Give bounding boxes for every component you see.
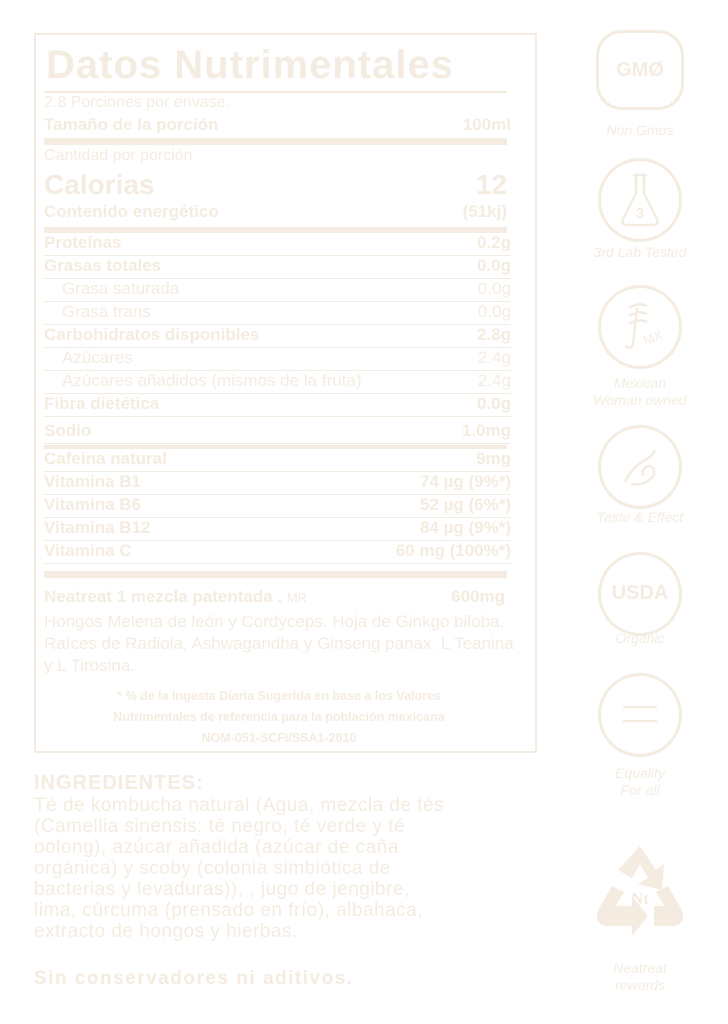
nutrient-value: 84 µg (9%*) [419,518,511,537]
vitamin-row [44,472,511,495]
svg-text:3: 3 [635,205,645,222]
nutrient-value: 2.4g [477,371,511,390]
ingredients-heading: INGREDIENTES: [34,772,204,794]
nutrient-label: Vitamina C [44,541,132,560]
nutrient-value: 9mg [476,449,511,468]
badge-caption: Taste & Effect [596,509,684,525]
thick-divider [44,571,507,578]
nutrient-row [44,302,511,325]
nutrient-label: Fibra dietética [44,394,160,413]
nutrient-label: Grasas totales [44,256,162,275]
ingredients-line: bacterias y levaduras)), , jugo de jengibre, [34,879,410,900]
vitamin-row [44,518,511,541]
serving-size-label: Tamaño de la porción [44,115,219,134]
nutrient-label: Cafeína natural [44,449,167,468]
nutrient-value: 60 mg (100%*) [395,541,511,560]
nutrient-value: 2.8g [476,325,511,344]
nutrient-row [44,449,511,472]
equality-icon [598,673,682,757]
badge-caption: Neatreat rewards [613,960,667,993]
panel-title: Datos Nutrimentales [46,43,454,87]
lab-flask-icon [598,158,682,242]
energy-value: (51kj) [462,202,507,221]
usda-organic-icon: USDA [598,552,682,636]
nutrient-value: 0.0g [477,279,511,298]
ingredients-line: extracto de hongos y hierbas. [34,921,298,942]
vitamin-row [44,495,511,518]
badge-taste-effect [590,425,690,525]
blend-description: Hongos Melena de león y Cordyceps. Hoja de Ginkgo biloba. Raíces de Radiola, Ashwagandha y Ginseng panax. L Teanina y L Tirosina. [44,612,514,675]
blend-name: Neatreat 1 mezcla patentada . MR [44,587,308,606]
woman-owned-icon [598,285,682,369]
nutrient-row [44,371,511,394]
badge-woman-owned [590,285,690,408]
nutrient-label: Proteínas [44,233,122,252]
ingredients-line: orgánica) y scoby (colonia simbiótica de [34,858,391,879]
badge-caption: Equality For all [615,765,665,798]
nutrient-value: 2.4g [477,348,511,367]
nutrient-row [44,233,511,256]
energy-row [44,202,511,224]
gmo-free-icon: GMØ [596,30,684,110]
serving-size-value: 100ml [462,115,511,134]
serving-size-row [44,115,511,137]
nutrient-value: 74 µg (9%*) [419,472,511,491]
nutrient-label: Vitamina B6 [44,495,142,514]
footnote: * % de la Ingesta Diaria Sugerida en base a los Valores Nutrimentales de referencia para la población mexicana NOM-051-SCFI/SSA1-2010 [113,689,445,745]
badge-lab-tested [590,158,690,260]
badge-non-gmo [590,30,690,138]
svg-text:MX: MX [641,327,665,348]
badge-usda-organic [590,552,690,646]
svg-text:Nt: Nt [631,889,649,908]
vitamin-row [44,541,511,564]
taste-effect-icon [598,425,682,509]
amount-per-serving: Cantidad por porción [44,147,193,164]
no-additives-note: Sin conservadores ni aditivos. [34,968,354,989]
recycle-icon [590,840,690,950]
nutrient-value: 52 µg (6%*) [419,495,511,514]
nutrient-value: 1.0mg [461,421,511,440]
nutrient-label: Azúcares [62,348,133,367]
ingredients-line: Té de kombucha natural (Agua, mezcla de tés [34,795,445,816]
nutrient-row [44,279,511,302]
calories-value: 12 [475,169,507,200]
badge-caption: Mexican Woman owned [593,375,687,408]
ingredients-section [34,772,544,942]
ingredients-line: oolong), azúcar añadida (azúcar de caña [34,837,399,858]
nutrient-value: 0.0g [476,394,511,413]
nutrient-row [44,394,511,417]
badge-caption: 3rd Lab Tested [593,244,687,260]
servings-per-container: 2.8 Porciones por envase. [44,94,230,111]
energy-label: Contenido energético [44,202,219,221]
ingredients-line: (Camellia sinensis: té negro, té verde y té [34,816,406,837]
nutrient-value: 0.0g [477,302,511,321]
calories-label: Calorias [44,169,155,200]
nutrient-row [44,256,511,279]
nutrient-row [44,421,511,444]
ingredients-line: lima, cúrcuma (prensado en frío), albahaca, [34,900,424,921]
nutrition-facts-panel [34,33,537,753]
divider [44,91,507,93]
badge-caption: Non Gmos [606,122,674,138]
nutrient-label: Vitamina B12 [44,518,151,537]
nutrient-row [44,325,511,348]
nutrient-label: Sodio [44,421,92,440]
nutrient-value: 0.0g [476,256,511,275]
nutrient-label: Vitamina B1 [44,472,142,491]
thick-divider [44,138,507,145]
calories-row [44,169,511,201]
badge-caption: Organic [615,630,665,646]
nutrient-label: Grasa saturada [62,279,180,298]
nutrient-label: Grasa trans [62,302,151,321]
nutrient-row [44,348,511,371]
blend-row [44,587,511,609]
badge-neatreat-rewards [590,840,690,993]
badge-equality [590,673,690,798]
nutrient-label: Carbohidratos disponibles [44,325,260,344]
nutrient-value: 0.2g [476,233,511,252]
nutrient-label: Azúcares añadidos (mismos de la fruta) [62,371,362,390]
blend-value: 600mg [451,587,505,606]
